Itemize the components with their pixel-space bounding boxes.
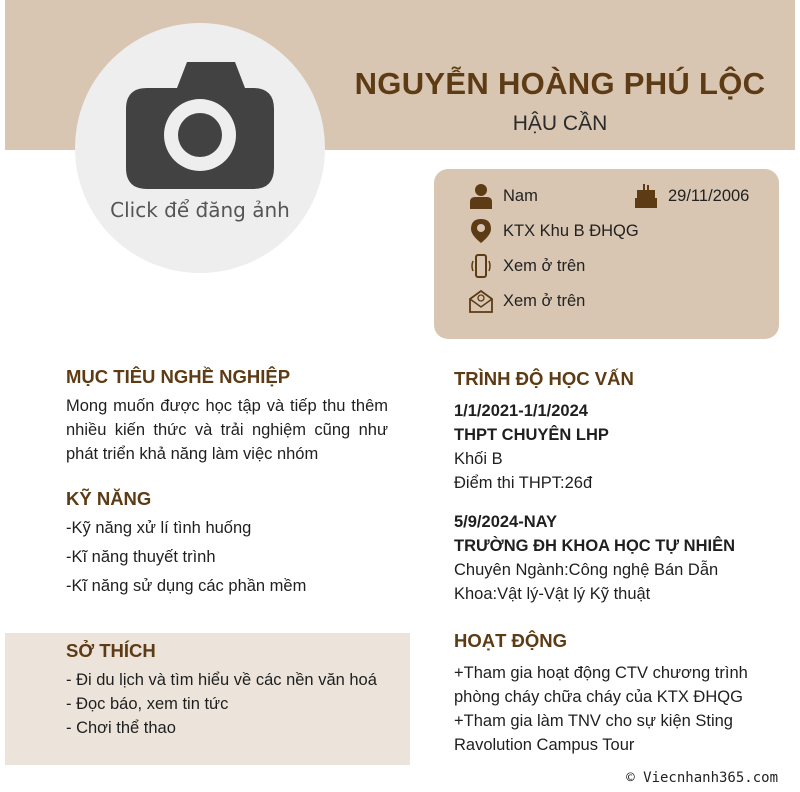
education-period: 1/1/2021-1/1/2024 <box>454 402 588 420</box>
activities-title: HOẠT ĐỘNG <box>454 630 568 651</box>
person-icon <box>468 183 494 209</box>
avatar-upload[interactable] <box>75 23 325 273</box>
education-detail: Điểm thi THPT:26đ <box>454 474 593 492</box>
birthdate-row <box>633 183 749 209</box>
address-value: KTX Khu B ĐHQG <box>503 221 639 240</box>
activity-line: phòng cháy chữa cháy của KTX ĐHQG <box>454 688 743 706</box>
skills-title: KỸ NĂNG <box>66 488 152 509</box>
activity-line: Ravolution Campus Tour <box>454 736 635 754</box>
education-school: TRƯỜNG ĐH KHOA HỌC TỰ NHIÊN <box>454 537 735 555</box>
activity-line: +Tham gia làm TNV cho sự kiện Sting <box>454 712 733 730</box>
personal-info-card <box>434 169 779 339</box>
candidate-position: HẬU CẦN <box>512 112 608 135</box>
education-period: 5/9/2024-NAY <box>454 513 558 531</box>
birthday-cake-icon <box>633 183 659 209</box>
hobby-item: - Chơi thể thao <box>66 719 176 737</box>
objective-title: MỤC TIÊU NGHỀ NGHIỆP <box>66 366 291 387</box>
candidate-name: NGUYỄN HOÀNG PHÚ LỘC <box>354 66 766 101</box>
skill-item: -Kỹ năng xử lí tình huống <box>66 519 252 537</box>
objective-text: Mong muốn được học tập và tiếp thu thêm nhiều kiến thức và trải nghiệm cũng như phát triển khả năng làm việc nhóm <box>66 397 388 463</box>
hobby-item: - Đi du lịch và tìm hiểu về các nền văn hoá <box>66 671 377 689</box>
activity-line: +Tham gia hoạt động CTV chương trình <box>454 664 748 682</box>
email-value: Xem ở trên <box>503 291 586 310</box>
birthdate-value: 29/11/2006 <box>668 186 750 205</box>
skill-item: -Kĩ năng thuyết trình <box>66 548 216 566</box>
hobby-item: - Đọc báo, xem tin tức <box>66 695 229 713</box>
hobbies-title: SỞ THÍCH <box>66 640 156 661</box>
education-detail: Khối B <box>454 450 503 468</box>
gender-row <box>468 183 538 209</box>
education-detail: Khoa:Vật lý-Vật lý Kỹ thuật <box>454 585 651 603</box>
footer-credit: © Viecnhanh365.com <box>626 770 778 786</box>
photo-caption: Click để đăng ảnh <box>110 198 290 222</box>
location-pin-icon <box>468 218 494 244</box>
phone-icon <box>468 253 494 279</box>
education-detail: Chuyên Ngành:Công nghệ Bán Dẫn <box>454 561 719 579</box>
email-icon <box>468 288 494 314</box>
address-row <box>468 218 639 244</box>
education-school: THPT CHUYÊN LHP <box>454 426 609 444</box>
phone-row <box>468 253 585 279</box>
camera-icon <box>125 60 275 190</box>
skill-item: -Kĩ năng sử dụng các phần mềm <box>66 577 307 595</box>
phone-value: Xem ở trên <box>503 256 586 275</box>
gender-value: Nam <box>503 186 538 205</box>
email-row <box>468 288 585 314</box>
education-title: TRÌNH ĐỘ HỌC VẤN <box>454 368 634 389</box>
